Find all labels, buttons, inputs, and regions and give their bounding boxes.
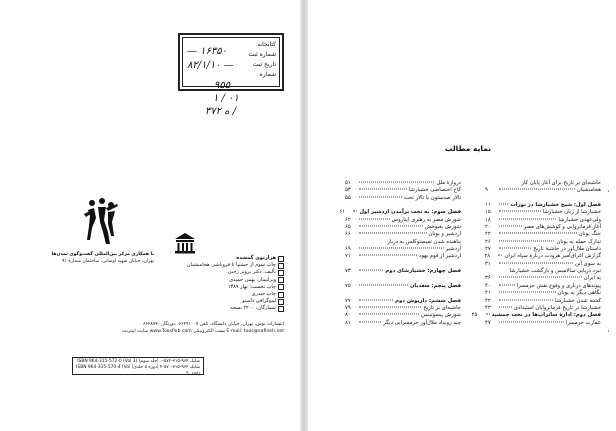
publisher-line: با همکاری مرکز بین‌المللی گفت‌وگوی تمدن‌ها [51,252,154,257]
toc-page-number: ۷۷ [345,297,351,304]
toc-leader-dots [353,211,357,212]
toc-entry-title: هخامنشیان [576,187,601,194]
toc-chapter-entry [345,298,461,305]
toc-leader-dots [499,262,573,263]
toc-leader-dots [359,270,383,271]
toc-leader-dots [359,284,408,285]
toc-page-number: ۶۹ [345,246,351,253]
toc-entry-title: شورش مصر به رهبری ایناروس [391,216,461,223]
toc-leader-dots [499,211,541,212]
toc-leader-dots [499,226,522,227]
toc-column-right [471,180,601,327]
toc-page-number: ۴۵ [471,312,478,319]
toc-entry-title: خشیارشا از زبان خشیارشا [542,209,601,216]
toc-leader-dots [359,314,419,315]
toc-chapter-entry [471,312,601,319]
toc-entry-title: کشته شدن خشیارشا [555,297,601,304]
toc-page-number: ۹ [485,187,488,194]
toc-entry [345,246,461,253]
isbn-box [72,357,204,375]
toc-leader-dots [359,299,393,300]
toc-leader-dots [359,226,423,227]
toc-page-number: ۵۳ [345,187,351,194]
toc-page-number: ۳۶ [485,275,491,282]
checkbox-square-icon [278,284,284,290]
toc-page-number: ۷۳ [345,268,351,275]
toc-entry [345,231,461,238]
toc-page-number: ۵۵ [345,194,351,201]
toc-entry-title: به سوی آتن [575,260,601,267]
toc-entry [485,320,601,327]
credit-line: ویراستار: بهمن حمیدی [156,277,284,284]
toc-entry [485,290,601,297]
toc-entry [345,320,461,327]
toc-page-number: ۲۸ [484,253,491,260]
toc-entry-title: فصل سوم: به تخت برآمدن اردشیر اول [359,209,461,216]
toc-entry [345,224,461,231]
toc-chapter-entry [485,202,601,209]
toc-entry-title: فصل دوم: اداره‌ٔ ساتراپ‌ها در نخت جمشید [491,312,601,319]
toc-entry [485,239,601,246]
handwritten-note: ۹۵۵ [214,80,231,91]
toc-leader-dots [499,240,554,241]
toc-page-number: ۲۶ [485,238,491,245]
toc-leader-dots [499,277,582,278]
toc-entry-title: پیوندهای درباری و وقوع نقش حرمسرا [516,282,601,289]
toc-entry-title: نگاهی دیگر به یونان [557,290,601,297]
checkbox-square-icon [278,306,284,312]
toc-leader-dots [359,189,407,190]
toc-entry-title: اردشیر و یونان [428,231,461,238]
toc-entry-title: عمارت حرمسرا [565,319,601,326]
toc-page-number: ۷۵ [345,282,351,289]
toc-entry [485,298,601,305]
page-edge-mark [608,190,609,192]
address-line: انتشارات توس، تهران، خیابان دانشگاه، تلفن ۶۶۴۹۱۰۰۷، دورنگار ۶۶۴۸۷۴۰ [142,322,284,327]
toc-entry-title: فصل ششم: داریوش دوم [395,297,461,304]
toc-entry [485,231,601,238]
toc-chapter-entry [345,283,461,290]
toc-leader-dots [499,204,508,205]
toc-entry [485,268,601,275]
toc-entry [485,275,601,282]
checkbox-square-icon [278,270,284,276]
toc-entry-title: به ایران [583,275,601,282]
toc-entry-title: حاشیه‌ای بر تاریخ [423,304,461,311]
toc-entry-title: چند رویداد ملال‌آور حرمسرایی دیگر [383,319,461,326]
toc-entry [485,253,601,260]
toc-leader-dots [499,189,575,190]
toc-chapter-entry [339,209,461,216]
stamp-handwriting: ۸۲/۱/۱۰ — [187,60,234,71]
toc-entry-title: فصل اول: شیخ خشیارشا در تورات [510,202,601,209]
toc-page-number: ۷۹ [345,304,351,311]
toc-page-number: ۷۱ [345,253,351,260]
toc-leader-dots [499,284,515,285]
toc-leader-dots [359,248,444,249]
credit-line: چاپ حیدری [156,291,284,298]
address-block [22,322,284,336]
toc-leader-dots [499,218,556,219]
publisher-logo-icon [173,232,197,254]
stamp-row: تاریخ ثبت [252,61,276,68]
toc-leader-dots [359,321,381,322]
credits-list [156,255,284,313]
stamp-row: کتابخانه [257,41,276,48]
toc-page-number: ۴۲ [485,297,491,304]
toc-entry-title: ولی‌عهدی خشیارشا [558,216,601,223]
toc-title: نمایه مطالب [444,144,492,153]
toc-entry-title: اردشیر از قوم یهود [419,253,461,260]
toc-page-number: ۶۶ [345,231,351,238]
toc-page-number: ۴۷ [485,319,491,326]
toc-leader-dots [499,321,564,322]
toc-column-left [339,180,461,327]
toc-entry [345,195,461,202]
toc-entry [485,180,601,187]
isbn-line: شابک ۹۶۴-۳۱۵-۵۷۰-۴ (دوره ۵ جلدی) ISBN 964-315-570-4 (Vol 5. set) [76,365,200,377]
toc-page-number: ۱۱ [485,202,491,209]
toc-leader-dots [499,299,553,300]
toc-page-number: ۳۱ [485,260,491,267]
toc-entry [345,217,461,224]
toc-page-number: ۴۱ [485,290,491,297]
book-gutter [300,0,308,431]
credit-line: چاپ سوم از خشتیا تا فروپاشی هخامنشیان [156,262,284,269]
toc-page-number: ۶۲ [345,216,351,223]
toc-leader-dots [486,314,490,315]
toc-entry-title: تدارک حمله به یونان [556,238,601,245]
checkbox-square-icon [278,299,284,305]
handwritten-note: ه ۳۷۲ / [205,106,237,117]
toc-page-number: ۸۱ [345,319,351,326]
toc-entry-title: نبرد دریایی سالامیس و بازگشت خشیارشا [509,268,601,275]
page-edge-mark [608,330,609,332]
toc-entry-title: گزارش اغراق‌آمیز هرودت دربارهٔ سپاه ایران [504,253,601,260]
stamp-row: شماره ثبت [248,51,276,58]
toc-entry [345,275,461,282]
library-stamp [178,33,284,91]
toc-leader-dots [498,255,502,256]
toc-entry-title: اردشیر [445,246,461,253]
toc-entry [345,290,461,297]
toc-entry-title: داستان ملال‌آور در حاشیهٔ تاریخ [533,246,601,253]
toc-page-number: ۴۳ [485,304,491,311]
toc-leader-dots [359,218,390,219]
toc-leader-dots [359,196,402,197]
address-line: E-mail: toos@safineh.net پست الکترونیکی www.ToosPub.com سایت اینترنت [122,328,284,334]
credit-line: لیتوگرافی دامینو [156,298,284,305]
stamp-handwriting: — ۱۶۳۵۰ [187,46,228,57]
toc-entry-title: جنگ یونان [578,231,601,238]
toc-entry-title: تالار صدستون یا تالار تخت [403,194,461,201]
stamp-row: شماره [259,71,276,78]
toc-entry [345,239,461,246]
toc-entry-title: آغاز فرمانروایی و کوشش‌های مصر [523,224,601,231]
toc-leader-dots [359,255,417,256]
toc-page-number: ۶۵ [345,224,351,231]
toc-entry-title: پناهنده شدن تمیستوکلس به دربار [387,238,461,245]
credit-line: شمارگان: ۲۲۰۰ نسخه [156,305,284,312]
toc-page-number: ۴۰ [485,282,491,289]
toc-page-number: ۲۰ [485,224,491,231]
toc-page-number: ۲۷ [485,246,491,253]
toc-entry [345,187,461,194]
checkbox-square-icon [278,256,284,262]
credit-line: هزارتوی گمشده [156,255,284,262]
toc-entry [345,261,461,268]
toc-page-number: ۱۸ [485,216,491,223]
toc-page-number: ۵۱ [345,180,351,186]
toc-page-number: ۱۵ [485,209,491,216]
toc-entry [485,217,601,224]
toc-leader-dots [359,233,427,234]
checkbox-square-icon [278,263,284,269]
toc-entry-title: شورش بغبوخش [424,224,461,231]
toc-entry-title: فصل پنجم: سغدیان [409,282,461,289]
toc-leader-dots [359,306,421,307]
toc-entry [485,187,601,194]
handwritten-note: ۱ / ۰۱ [213,93,239,104]
dialogue-center-logo-icon [84,198,118,246]
toc-entry [485,209,601,216]
toc-page-number: ۶۱ [339,209,346,216]
toc-chapter-entry [345,268,461,275]
toc-leader-dots [499,292,556,293]
toc-page-number: ۸۰ [345,312,351,319]
isbn-line: شابک ۹۶۴-۳۱۵-۵۷۲-۰ (جلد سوم) ISBN 964-315-572-0 (Vol 3) [77,359,200,364]
toc-entry-title: فصل چهارم: خشیارشای دوم [385,268,461,275]
toc-entry [345,312,461,319]
checkbox-square-icon [278,277,284,283]
toc-entry-title: خشیارشا در تاریخ فرمانروایان استبدادی [513,304,601,311]
credit-line: چاپ نخست: بهار ۱۳۸۹ [156,284,284,291]
toc-leader-dots [499,306,512,307]
toc-entry [345,305,461,312]
toc-entry-title: کاخ اختصاصی خشیارشا [408,187,461,194]
toc-entry-title: شورش پیسوتینس [421,312,461,319]
toc-leader-dots [359,182,434,183]
toc-entry-title: دروازهٔ ملل [436,180,461,186]
toc-page-number: ۲۲ [485,231,491,238]
toc-entry [345,253,461,260]
toc-leader-dots [499,248,531,249]
credit-line: تألیف: دکتر پرویز رجبی [156,269,284,276]
toc-entry [485,195,601,202]
toc-entry-title: حاشیه‌ای بر تاریخ برای آغاز پایان کار [521,180,601,186]
checkbox-square-icon [278,292,284,298]
toc-leader-dots [499,233,577,234]
publisher-block [22,252,154,265]
publisher-line: تهران، خیابان شهید اوشانی، ساختمان شماره ۹۱ [62,258,154,264]
